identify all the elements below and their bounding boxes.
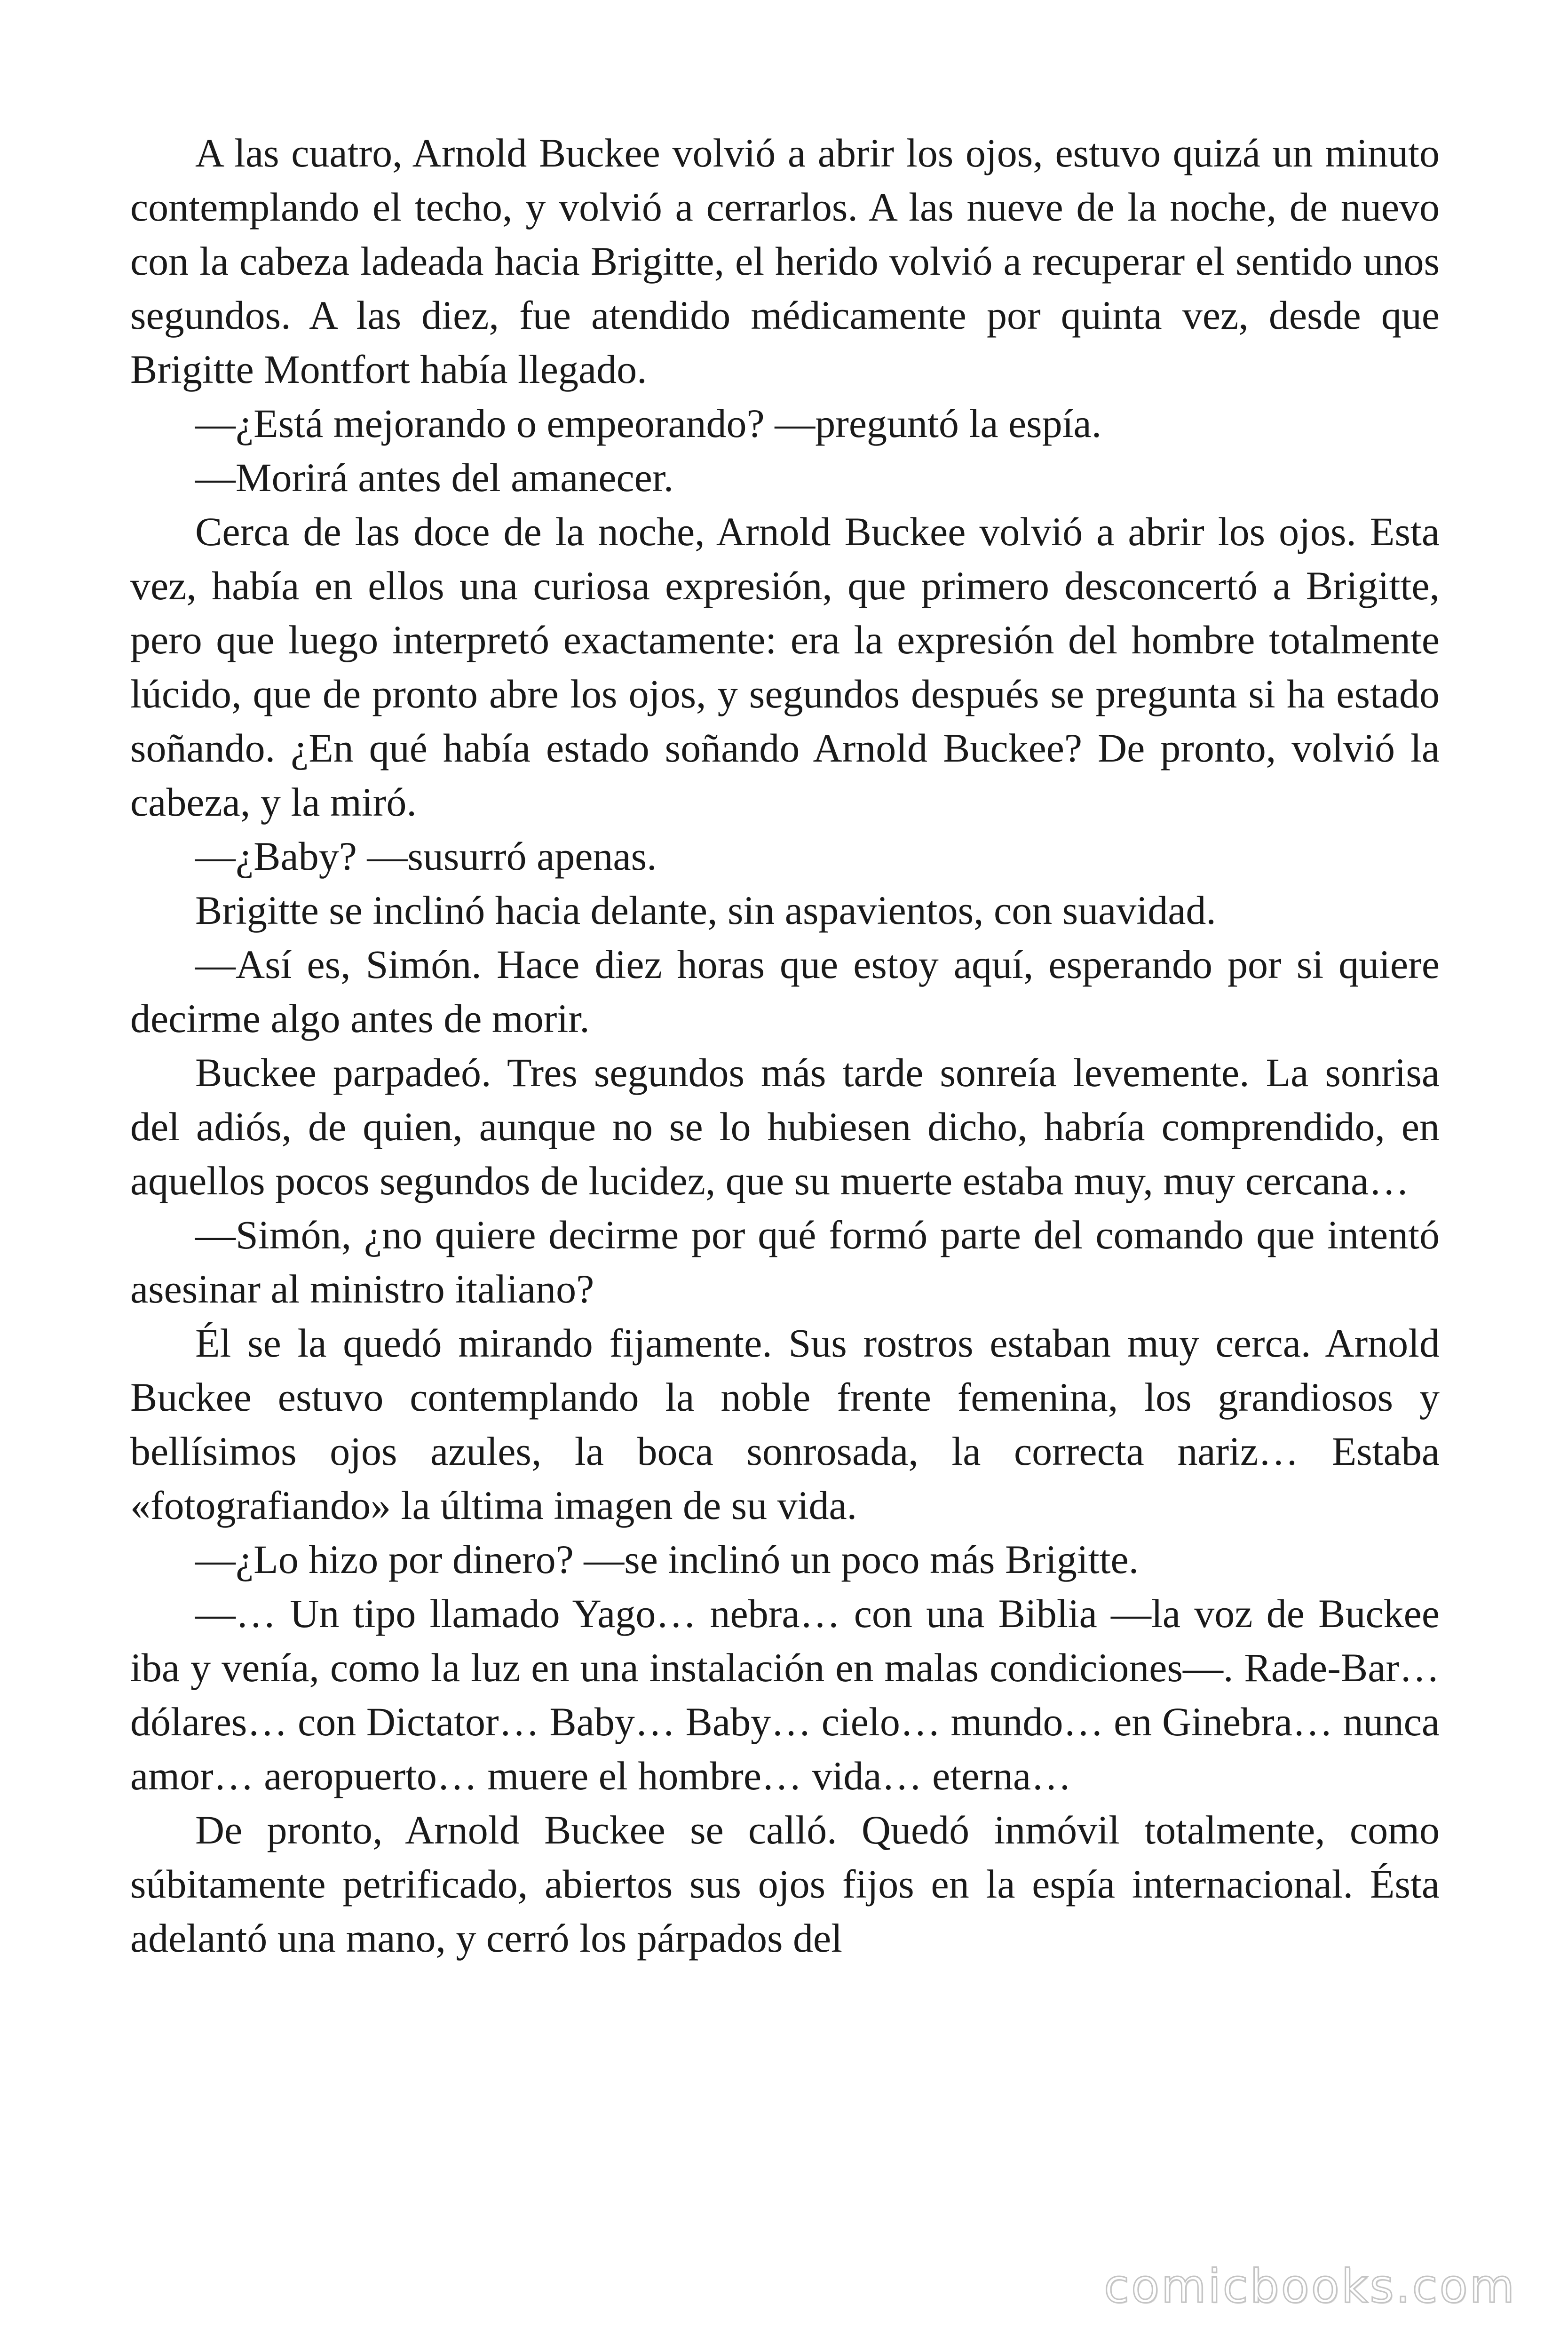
paragraph: Cerca de las doce de la noche, Arnold Buckee volvió a abrir los ojos. Esta vez, había en ellos una curiosa expresión, que primero desconcertó a Brigitte, pero que luego interpretó exactamente: era la expresión del hombre totalmente lúcido, que de pronto abre los ojos, y segundos después se pregunta si ha estado soñando. ¿En qué había estado soñando Arnold Buckee? De pronto, volvió la cabeza, y la miró. [130,509,1440,825]
watermark: comicbooks.com [1104,2260,1516,2313]
paragraph: —¿Está mejorando o empeorando? —preguntó la espía. [195,401,1102,446]
paragraph: —¿Lo hizo por dinero? —se inclinó un poco más Brigitte. [195,1537,1139,1582]
paragraph: Buckee parpadeó. Tres segundos más tarde sonreía levemente. La sonrisa del adiós, de quien, aunque no se lo hubiesen dicho, habría comprendido, en aquellos pocos segundos de lucidez, que su muerte estaba muy, muy cercana… [130,1050,1440,1203]
paragraph: Él se la quedó mirando fijamente. Sus rostros estaban muy cerca. Arnold Buckee estuvo contemplando la noble frente femenina, los grandiosos y bellísimos ojos azules, la boca sonrosada, la correcta nariz… Estaba «fotografiando» la última imagen de su vida. [130,1320,1440,1528]
paragraph: —Así es, Simón. Hace diez horas que estoy aquí, esperando por si quiere decirme algo antes de morir. [130,942,1440,1041]
page-body [130,126,1440,1965]
paragraph: —… Un tipo llamado Yago… nebra… con una Biblia —la voz de Buckee iba y venía, como la luz en una instalación en malas condiciones—. Rade-Bar… dólares… con Dictator… Baby… Baby… cielo… mundo… en Ginebra… nunca amor… aeropuerto… muere el hombre… vida… eterna… [130,1591,1440,1798]
paragraph: —Morirá antes del amanecer. [195,455,674,500]
paragraph: A las cuatro, Arnold Buckee volvió a abrir los ojos, estuvo quizá un minuto contemplando el techo, y volvió a cerrarlos. A las nueve de la noche, de nuevo con la cabeza ladeada hacia Brigitte, el herido volvió a recuperar el sentido unos segundos. A las diez, fue atendido médicamente por quinta vez, desde que Brigitte Montfort había llegado. [130,130,1440,392]
paragraph: De pronto, Arnold Buckee se calló. Quedó inmóvil totalmente, como súbitamente petrificado, abiertos sus ojos fijos en la espía internacional. Ésta adelantó una mano, y cerró los párpados del [130,1807,1440,1961]
body-text [130,126,1440,1965]
paragraph: —Simón, ¿no quiere decirme por qué formó parte del comando que intentó asesinar al ministro italiano? [130,1212,1440,1311]
paragraph: Brigitte se inclinó hacia delante, sin aspavientos, con suavidad. [195,888,1216,933]
paragraph: —¿Baby? —susurró apenas. [195,834,657,879]
